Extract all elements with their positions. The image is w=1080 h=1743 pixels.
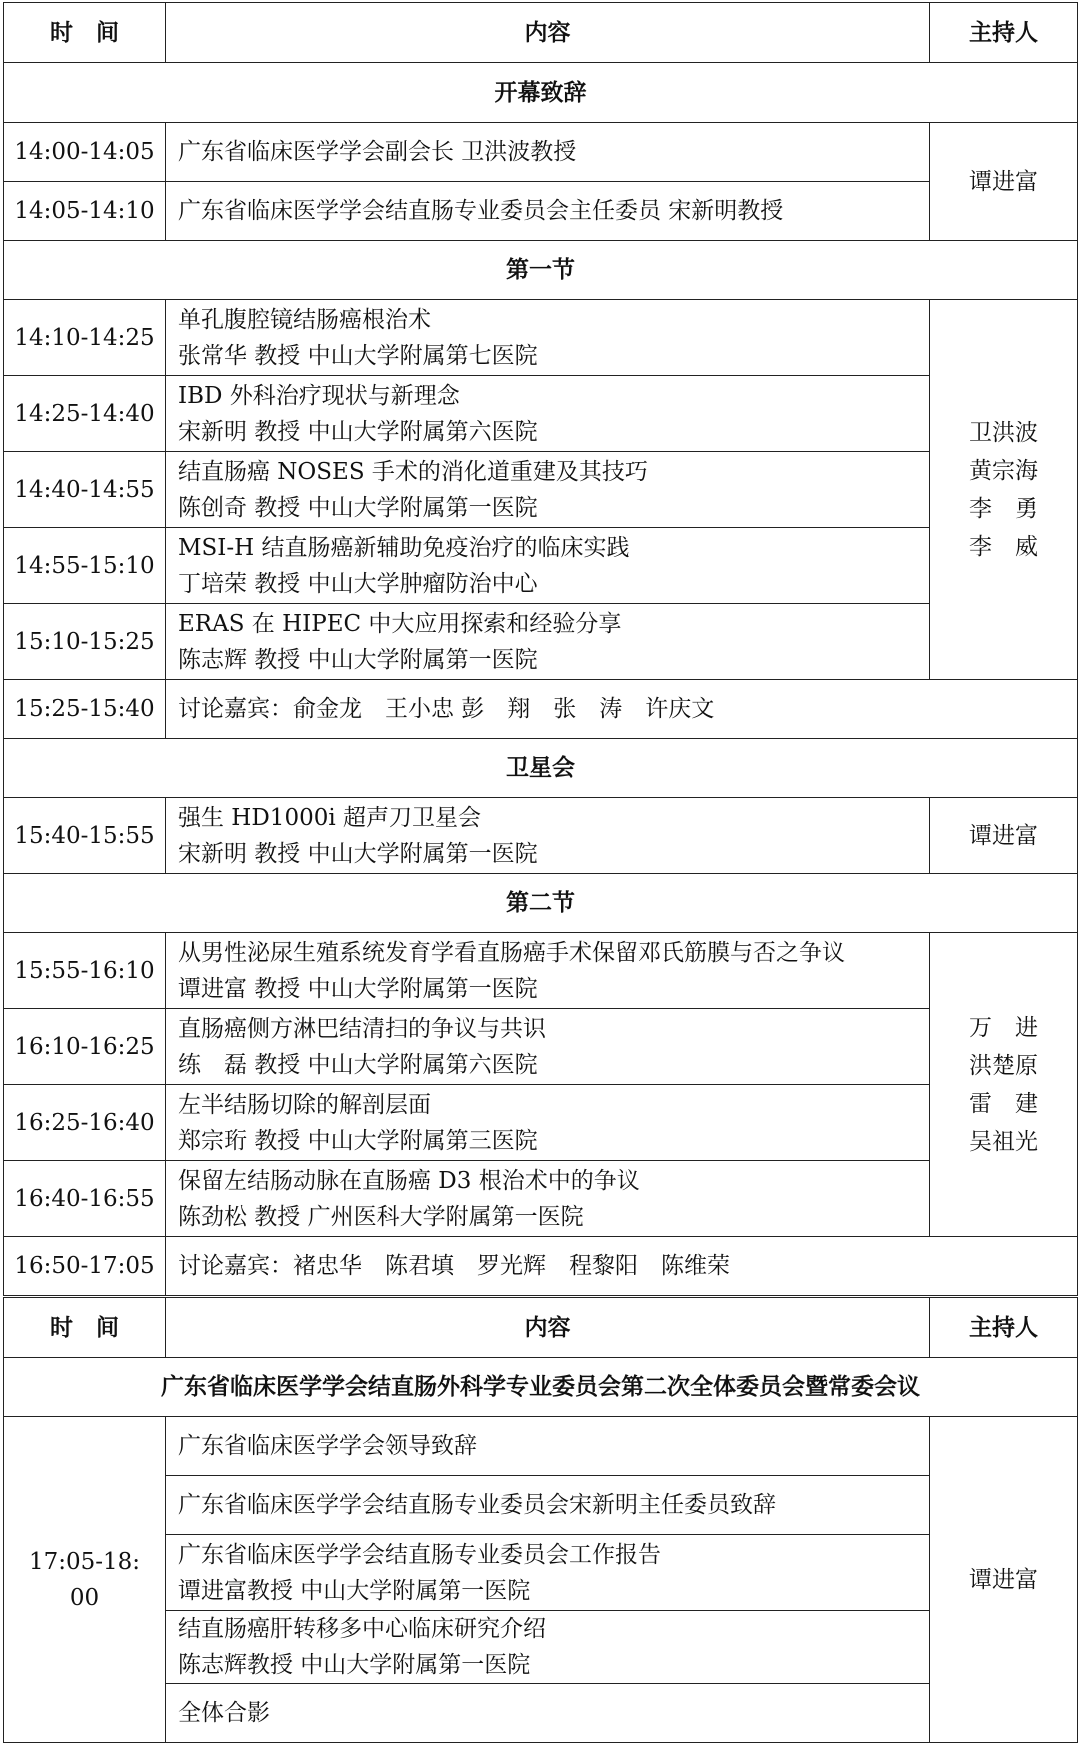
talk-topic: 保留左结肠动脉在直肠癌 D3 根治术中的争议 — [178, 1167, 640, 1194]
table-row — [4, 1611, 1078, 1684]
talk-topic: 直肠癌侧方淋巴结清扫的争议与共识 — [178, 1015, 546, 1042]
content-cell: 广东省临床医学学会领导致辞 — [166, 1417, 930, 1476]
header-time: 时 间 — [4, 3, 166, 63]
content-cell — [166, 300, 930, 376]
talk-speaker: 陈志辉 教授 中山大学附属第一医院 — [178, 646, 538, 673]
talk-speaker: 练 磊 教授 中山大学附属第六医院 — [178, 1051, 538, 1078]
section2-title: 第二节 — [4, 874, 1078, 933]
table-row — [4, 1535, 1078, 1611]
table-row — [4, 1417, 1078, 1476]
header-content: 内容 — [166, 3, 930, 63]
item-title: 广东省临床医学学会结直肠专业委员会工作报告 — [178, 1541, 661, 1568]
table-row — [4, 1161, 1078, 1237]
table-row — [4, 1684, 1078, 1743]
program-table-2 — [3, 1297, 1078, 1743]
host-name: 李 勇 — [969, 495, 1038, 522]
table-row — [4, 376, 1078, 452]
time-cell: 16:10-16:25 — [4, 1009, 166, 1085]
host-name: 雷 建 — [969, 1090, 1038, 1117]
talk-speaker: 郑宗珩 教授 中山大学附属第三医院 — [178, 1127, 538, 1154]
time-cell: 14:10-14:25 — [4, 300, 166, 376]
talk-speaker: 谭进富 教授 中山大学附属第一医院 — [178, 975, 538, 1002]
discussion-cell: 讨论嘉宾：俞金龙 王小忠 彭 翔 张 涛 许庆文 — [166, 680, 1078, 739]
time-cell: 16:40-16:55 — [4, 1161, 166, 1237]
host-name: 黄宗海 — [969, 457, 1038, 484]
host-cell: 谭进富 — [930, 1417, 1078, 1743]
talk-speaker: 宋新明 教授 中山大学附属第一医院 — [178, 840, 538, 867]
time-cell — [4, 1417, 166, 1743]
item-speaker: 陈志辉教授 中山大学附属第一医院 — [178, 1652, 531, 1678]
content-cell — [166, 1085, 930, 1161]
section-title-row — [4, 241, 1078, 300]
host-name: 吴祖光 — [969, 1128, 1038, 1155]
table-row — [4, 452, 1078, 528]
talk-topic: 结直肠癌 NOSES 手术的消化道重建及其技巧 — [178, 458, 648, 485]
time-line: 17:05-18: — [28, 1548, 141, 1575]
header-content: 内容 — [166, 1298, 930, 1358]
time-cell: 15:55-16:10 — [4, 933, 166, 1009]
talk-speaker: 陈劲松 教授 广州医科大学附属第一医院 — [178, 1203, 584, 1230]
table-row — [4, 1009, 1078, 1085]
host-cell — [930, 300, 1078, 680]
host-name: 万 进 — [969, 1014, 1038, 1041]
content-cell: 广东省临床医学学会结直肠专业委员会宋新明主任委员致辞 — [166, 1476, 930, 1535]
talk-topic: 强生 HD1000i 超声刀卫星会 — [178, 804, 482, 831]
talk-topic: 从男性泌尿生殖系统发育学看直肠癌手术保留邓氏筋膜与否之争议 — [178, 939, 845, 966]
discussion-row — [4, 680, 1078, 739]
table-row — [4, 933, 1078, 1009]
satellite-title: 卫星会 — [4, 739, 1078, 798]
talk-speaker: 宋新明 教授 中山大学附属第六医院 — [178, 418, 538, 445]
table-header-row — [4, 1298, 1078, 1358]
content-cell — [166, 933, 930, 1009]
host-cell: 谭进富 — [930, 798, 1078, 874]
section-title-row — [4, 63, 1078, 123]
header-host: 主持人 — [930, 3, 1078, 63]
talk-speaker: 张常华 教授 中山大学附属第七医院 — [178, 342, 538, 369]
opening-title: 开幕致辞 — [4, 63, 1078, 123]
table-header-row — [4, 3, 1078, 63]
section-title-row — [4, 739, 1078, 798]
talk-topic: ERAS 在 HIPEC 中大应用探索和经验分享 — [178, 610, 622, 637]
host-cell: 谭进富 — [930, 123, 1078, 241]
table-row — [4, 604, 1078, 680]
content-cell — [166, 604, 930, 680]
table-row — [4, 123, 1078, 182]
host-name: 卫洪波 — [969, 419, 1038, 446]
item-title: 结直肠癌肝转移多中心临床研究介绍 — [178, 1616, 546, 1642]
talk-topic: 单孔腹腔镜结肠癌根治术 — [178, 306, 431, 333]
table-row — [4, 300, 1078, 376]
table-row — [4, 528, 1078, 604]
section-title-row — [4, 1358, 1078, 1417]
section-title-row — [4, 874, 1078, 933]
content-cell — [166, 1611, 930, 1684]
content-cell — [166, 1161, 930, 1237]
discussion-cell: 讨论嘉宾：褚忠华 陈君填 罗光辉 程黎阳 陈维荣 — [166, 1237, 1078, 1296]
host-cell — [930, 933, 1078, 1237]
time-cell: 14:00-14:05 — [4, 123, 166, 182]
meeting-title: 广东省临床医学学会结直肠外科学专业委员会第二次全体委员会暨常委会议 — [4, 1358, 1078, 1417]
table-row — [4, 182, 1078, 241]
header-time: 时 间 — [4, 1298, 166, 1358]
table-row — [4, 1476, 1078, 1535]
discussion-row — [4, 1237, 1078, 1296]
time-cell: 15:40-15:55 — [4, 798, 166, 874]
table-row — [4, 798, 1078, 874]
talk-speaker: 陈创奇 教授 中山大学附属第一医院 — [178, 494, 538, 521]
host-name: 李 威 — [969, 533, 1038, 560]
content-cell — [166, 1535, 930, 1611]
content-cell: 全体合影 — [166, 1684, 930, 1743]
talk-topic: MSI-H 结直肠癌新辅助免疫治疗的临床实践 — [178, 534, 630, 561]
content-cell: 广东省临床医学学会结直肠专业委员会主任委员 宋新明教授 — [166, 182, 930, 241]
content-cell — [166, 452, 930, 528]
table-row — [4, 1085, 1078, 1161]
time-cell: 14:05-14:10 — [4, 182, 166, 241]
header-host: 主持人 — [930, 1298, 1078, 1358]
time-cell: 15:10-15:25 — [4, 604, 166, 680]
talk-speaker: 丁培荣 教授 中山大学肿瘤防治中心 — [178, 570, 538, 597]
time-cell: 14:55-15:10 — [4, 528, 166, 604]
content-cell — [166, 528, 930, 604]
time-cell: 16:25-16:40 — [4, 1085, 166, 1161]
content-cell — [166, 798, 930, 874]
host-name: 洪楚原 — [969, 1052, 1038, 1079]
time-cell: 14:40-14:55 — [4, 452, 166, 528]
item-speaker: 谭进富教授 中山大学附属第一医院 — [178, 1577, 531, 1604]
program-table-1 — [3, 2, 1078, 1296]
time-cell: 14:25-14:40 — [4, 376, 166, 452]
talk-topic: IBD 外科治疗现状与新理念 — [178, 382, 460, 409]
time-line: 00 — [69, 1584, 100, 1611]
section1-title: 第一节 — [4, 241, 1078, 300]
time-cell: 16:50-17:05 — [4, 1237, 166, 1296]
content-cell: 广东省临床医学学会副会长 卫洪波教授 — [166, 123, 930, 182]
talk-topic: 左半结肠切除的解剖层面 — [178, 1091, 431, 1118]
content-cell — [166, 1009, 930, 1085]
content-cell — [166, 376, 930, 452]
time-cell: 15:25-15:40 — [4, 680, 166, 739]
